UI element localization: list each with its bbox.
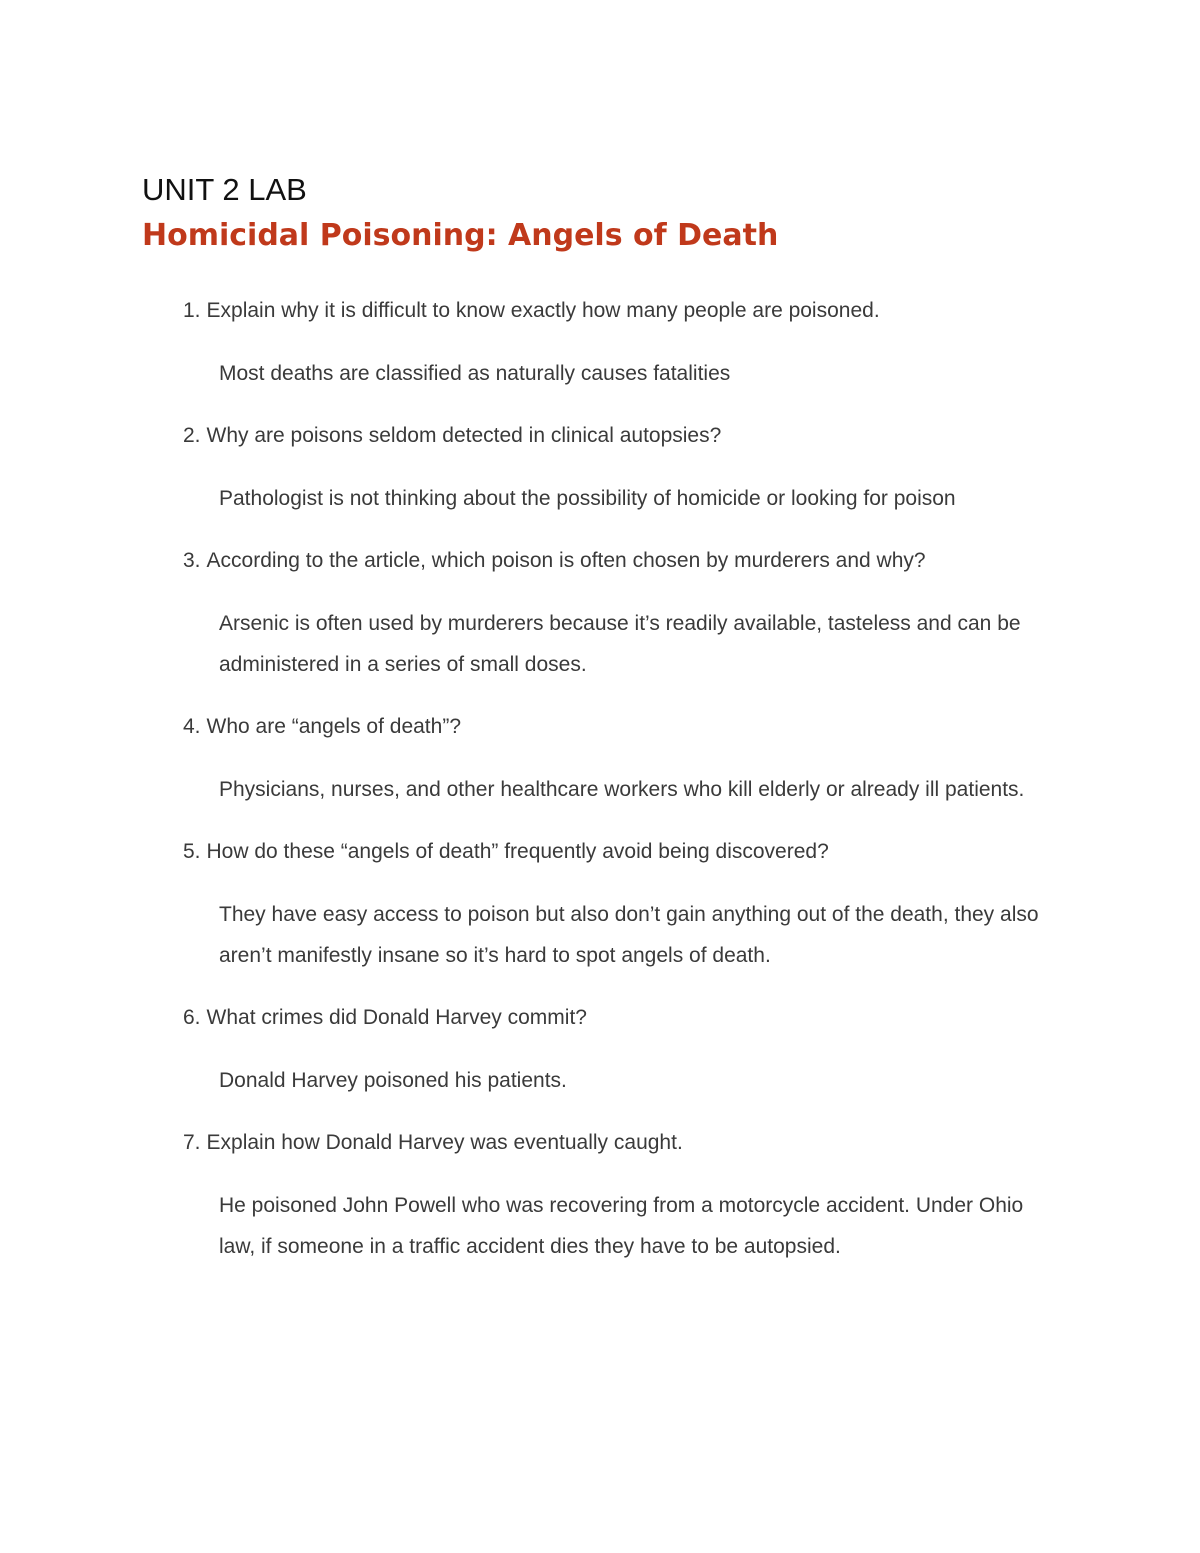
unit-heading: UNIT 2 LAB	[142, 172, 307, 207]
question-number: 1.	[183, 299, 201, 322]
answer-text: Physicians, nurses, and other healthcare workers who kill elderly or already ill patients.	[219, 778, 1025, 801]
question-text: How do these “angels of death” frequently avoid being discovered?	[206, 840, 829, 863]
question	[142, 712, 1062, 742]
question-text: Why are poisons seldom detected in clinical autopsies?	[206, 424, 722, 447]
question-number: 2.	[183, 424, 201, 447]
question-list	[142, 296, 1062, 1267]
question-text: According to the article, which poison is often chosen by murderers and why?	[206, 549, 926, 572]
answer-text: Arsenic is often used by murderers because it’s readily available, tasteless and can be administered in a series of small doses.	[219, 612, 1021, 676]
question-text: Who are “angels of death”?	[206, 715, 461, 738]
answer-text: Donald Harvey poisoned his patients.	[219, 1069, 567, 1092]
qa-item-6	[142, 1003, 1062, 1101]
qa-item-4	[142, 712, 1062, 810]
question-text: Explain why it is difficult to know exactly how many people are poisoned.	[206, 299, 880, 322]
question	[142, 1003, 1062, 1033]
answer-text: Pathologist is not thinking about the possibility of homicide or looking for poison	[219, 487, 956, 510]
qa-item-2	[142, 421, 1062, 519]
qa-item-5	[142, 837, 1062, 976]
answer-text: They have easy access to poison but also don’t gain anything out of the death, they also aren’t manifestly insane so it’s hard to spot angels of death.	[219, 903, 1039, 967]
question	[142, 421, 1062, 451]
question-text: What crimes did Donald Harvey commit?	[206, 1006, 587, 1029]
document-body	[142, 170, 1062, 1294]
question	[142, 546, 1062, 576]
question	[142, 296, 1062, 326]
question-text: Explain how Donald Harvey was eventually caught.	[206, 1131, 683, 1154]
question-number: 5.	[183, 840, 201, 863]
question-number: 4.	[183, 715, 201, 738]
answer-text: He poisoned John Powell who was recovering from a motorcycle accident. Under Ohio law, if someone in a traffic accident dies they have to be autopsied.	[219, 1194, 1024, 1258]
question-number: 7.	[183, 1131, 201, 1154]
qa-item-3	[142, 546, 1062, 685]
qa-item-1	[142, 296, 1062, 394]
question	[142, 1128, 1062, 1158]
answer-text: Most deaths are classified as naturally causes fatalities	[219, 362, 731, 385]
question	[142, 837, 1062, 867]
qa-item-7	[142, 1128, 1062, 1267]
question-number: 3.	[183, 549, 201, 572]
lab-title: Homicidal Poisoning: Angels of Death	[142, 218, 779, 253]
question-number: 6.	[183, 1006, 201, 1029]
